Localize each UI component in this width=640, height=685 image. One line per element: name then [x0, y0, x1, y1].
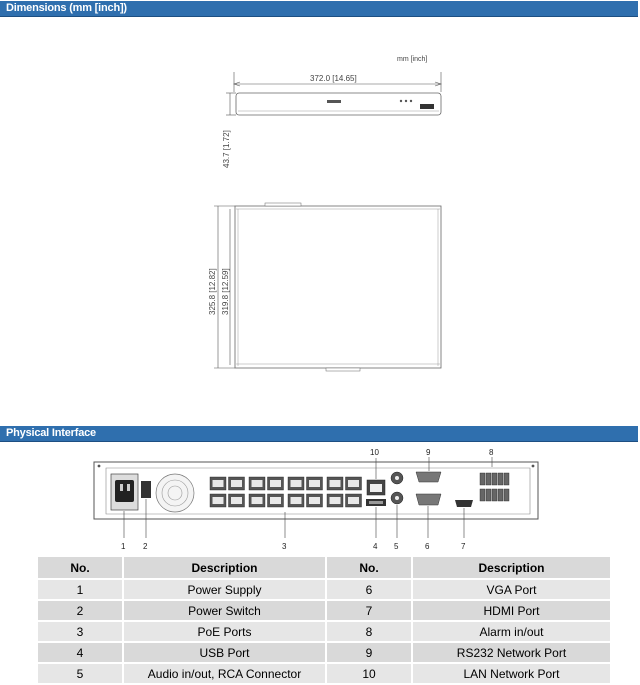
- callout-1: 1: [121, 542, 126, 551]
- poe-port-jack: [348, 480, 359, 487]
- alarm-terminal: [492, 489, 497, 501]
- table-cell: Power Switch: [123, 600, 326, 621]
- poe-port-jack: [252, 480, 263, 487]
- header-description-1: Description: [123, 557, 326, 579]
- poe-port-jack: [231, 480, 242, 487]
- callout-8: 8: [489, 448, 494, 457]
- callout-2: 2: [143, 542, 148, 551]
- poe-port-jack: [291, 480, 302, 487]
- table-cell: RS232 Network Port: [412, 642, 611, 663]
- interface-section-title: Physical Interface: [6, 427, 96, 439]
- poe-port-jack: [270, 480, 281, 487]
- interface-table: [38, 557, 612, 685]
- vga-port: [416, 494, 441, 505]
- alarm-terminal: [486, 489, 491, 501]
- alarm-terminal: [480, 473, 485, 485]
- table-cell: 1: [38, 579, 123, 600]
- header-no-1: No.: [38, 557, 123, 579]
- table-cell: 8: [326, 621, 412, 642]
- table-cell: Audio in/out, RCA Connector: [123, 663, 326, 684]
- table-cell: 5: [38, 663, 123, 684]
- header-description-2: Description: [412, 557, 611, 579]
- table-cell: 9: [326, 642, 412, 663]
- width-label: 372.0 [14.65]: [310, 74, 357, 83]
- table-cell: 10: [326, 663, 412, 684]
- alarm-terminal: [486, 473, 491, 485]
- table-row: [38, 600, 611, 621]
- table-cell: Power Supply: [123, 579, 326, 600]
- table-row: [38, 621, 611, 642]
- depth-outer-label: 325.8 [12.82]: [208, 268, 217, 315]
- rear-panel-drawing: [0, 442, 640, 554]
- alarm-terminal: [480, 489, 485, 501]
- dimensions-drawing: [0, 16, 640, 416]
- header-no-2: No.: [326, 557, 412, 579]
- poe-port-jack: [330, 497, 341, 504]
- poe-port-jack: [348, 497, 359, 504]
- power-supply-socket: [111, 474, 138, 510]
- depth-inner-label: 319.8 [12.59]: [221, 268, 230, 315]
- usb-port: [366, 499, 386, 506]
- height-dimension: [226, 93, 236, 115]
- front-view: [236, 93, 441, 115]
- hdmi-port: [455, 500, 473, 507]
- poe-port-jack: [213, 480, 224, 487]
- callout-10: 10: [370, 448, 379, 457]
- interface-section-header: [0, 426, 638, 442]
- poe-port-jack: [330, 480, 341, 487]
- table-row: [38, 642, 611, 663]
- top-view: [235, 203, 441, 371]
- dimensions-section-title: Dimensions (mm [inch]): [6, 2, 127, 14]
- alarm-terminal: [492, 473, 497, 485]
- table-cell: HDMI Port: [412, 600, 611, 621]
- table-cell: VGA Port: [412, 579, 611, 600]
- alarm-terminal: [504, 489, 509, 501]
- table-cell: 4: [38, 642, 123, 663]
- poe-port-jack: [309, 480, 320, 487]
- callout-3: 3: [282, 542, 287, 551]
- callout-7: 7: [461, 542, 466, 551]
- lan-port: [367, 480, 385, 495]
- table-cell: PoE Ports: [123, 621, 326, 642]
- dimensions-section-header: [0, 1, 638, 17]
- rs232-port: [416, 472, 441, 482]
- table-row: [38, 579, 611, 600]
- power-switch: [141, 481, 151, 498]
- table-header-row: [38, 557, 611, 579]
- table-cell: USB Port: [123, 642, 326, 663]
- poe-port-jack: [213, 497, 224, 504]
- fan-grille: [156, 474, 194, 512]
- table-cell: 6: [326, 579, 412, 600]
- poe-port-jack: [231, 497, 242, 504]
- callout-5: 5: [394, 542, 399, 551]
- unit-label: mm [inch]: [397, 56, 428, 63]
- alarm-terminal: [498, 489, 503, 501]
- alarm-terminal: [504, 473, 509, 485]
- table-cell: 3: [38, 621, 123, 642]
- poe-port-jack: [252, 497, 263, 504]
- poe-port-jack: [270, 497, 281, 504]
- alarm-terminal: [498, 473, 503, 485]
- poe-port-jack: [309, 497, 320, 504]
- table-cell: LAN Network Port: [412, 663, 611, 684]
- table-cell: Alarm in/out: [412, 621, 611, 642]
- table-cell: 7: [326, 600, 412, 621]
- callout-9: 9: [426, 448, 431, 457]
- height-label: 43.7 [1.72]: [222, 130, 231, 168]
- callout-4: 4: [373, 542, 378, 551]
- table-row: [38, 663, 611, 684]
- table-cell: 2: [38, 600, 123, 621]
- poe-port-jack: [291, 497, 302, 504]
- callout-6: 6: [425, 542, 430, 551]
